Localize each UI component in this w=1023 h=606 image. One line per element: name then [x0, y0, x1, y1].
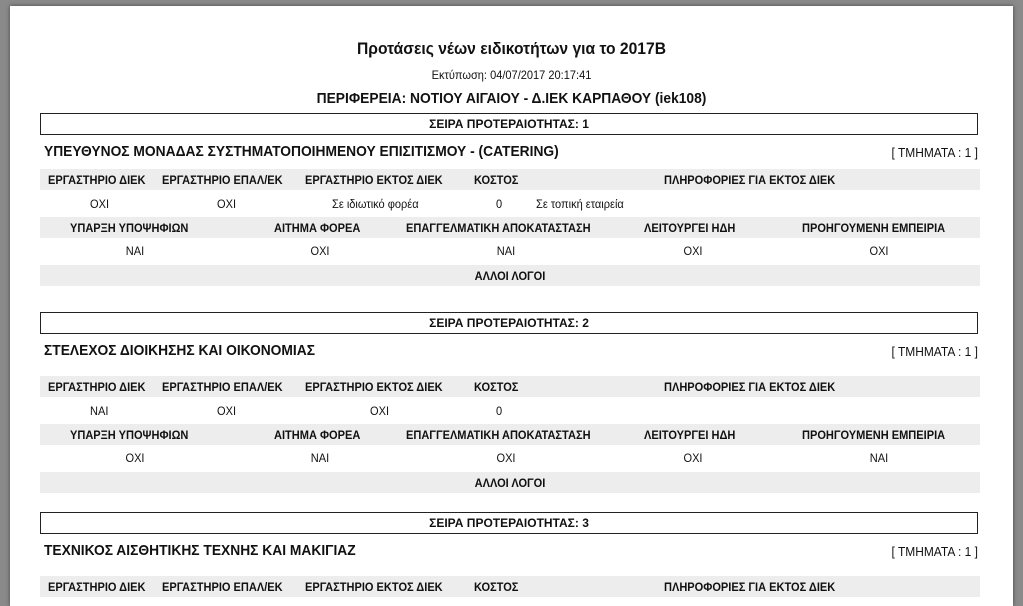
specialty-title: ΤΕΧΝΙΚΟΣ ΑΙΣΘΗΤΙΚΗΣ ΤΕΧΝΗΣ ΚΑΙ ΜΑΚΙΓΙΑΖ	[44, 542, 356, 559]
col-header-ergastirio-ektos: ΕΡΓΑΣΤΗΡΙΟ ΕΚΤΟΣ ΔΙΕΚ	[305, 380, 443, 394]
report-page	[10, 6, 1013, 606]
col-header-apokatastasi-wrap	[406, 219, 600, 236]
report-title: Προτάσεις νέων ειδικοτήτων για το 2017Β	[356, 39, 666, 58]
value-aitima: ΝΑΙ	[310, 451, 330, 465]
value-plirofories: Σε τοπική εταιρεία	[536, 197, 624, 211]
col-header-leitourgei: ΛΕΙΤΟΥΡΓΕΙ ΗΔΗ	[644, 428, 736, 442]
tmimata-count: [ ΤΜΗΜΑΤΑ : 1 ]	[891, 344, 978, 359]
value-yparxi: ΟΧΙ	[125, 451, 145, 465]
value-ergastirio-epal: ΟΧΙ	[217, 197, 237, 211]
col-header-aitima: ΑΙΤΗΜΑ ΦΟΡΕΑ	[274, 221, 361, 235]
priority-header: ΣΕΙΡΑ ΠΡΟΤΕΡΑΙΟΤΗΤΑΣ: 2	[40, 312, 978, 334]
region-heading: ΠΕΡΙΦΕΡΕΙΑ: ΝΟΤΙΟΥ ΑΙΓΑΙΟΥ - Δ.ΙΕΚ ΚΑΡΠΑΘΟΥ (iek108)	[316, 90, 707, 107]
priority-section-1	[40, 113, 980, 298]
priority-header: ΣΕΙΡΑ ΠΡΟΤΕΡΑΙΟΤΗΤΑΣ: 3	[40, 512, 978, 534]
col-header-aitima: ΑΙΤΗΜΑ ΦΟΡΕΑ	[274, 428, 361, 442]
print-timestamp: Εκτύπωση: 04/07/2017 20:17:41	[431, 68, 592, 82]
col-header-plirofories: ΠΛΗΡΟΦΟΡΙΕΣ ΓΙΑ ΕΚΤΟΣ ΔΙΕΚ	[664, 380, 836, 394]
col-header-ergastirio-ektos: ΕΡΓΑΣΤΗΡΙΟ ΕΚΤΟΣ ΔΙΕΚ	[305, 173, 443, 187]
col-header-kostos: ΚΟΣΤΟΣ	[474, 380, 519, 394]
specialty-title: ΣΤΕΛΕΧΟΣ ΔΙΟΙΚΗΣΗΣ ΚΑΙ ΟΙΚΟΝΟΜΙΑΣ	[44, 342, 315, 359]
col-header-plirofories: ΠΛΗΡΟΦΟΡΙΕΣ ΓΙΑ ΕΚΤΟΣ ΔΙΕΚ	[664, 173, 836, 187]
tmimata-count: [ ΤΜΗΜΑΤΑ : 1 ]	[891, 145, 978, 160]
col-header-apokatastasi-wrap	[406, 426, 600, 443]
col-header-leitourgei: ΛΕΙΤΟΥΡΓΕΙ ΗΔΗ	[644, 221, 736, 235]
tmimata-count: [ ΤΜΗΜΑΤΑ : 1 ]	[891, 544, 978, 559]
value-ergastirio-diek: ΝΑΙ	[90, 404, 109, 418]
col-header-ergastirio-diek: ΕΡΓΑΣΤΗΡΙΟ ΔΙΕΚ	[48, 580, 146, 594]
other-reasons-label: ΑΛΛΟΙ ΛΟΓΟΙ	[474, 269, 546, 283]
value-ergastirio-epal: ΟΧΙ	[217, 404, 237, 418]
value-apokatastasi: ΝΑΙ	[496, 244, 516, 258]
value-apokatastasi: ΟΧΙ	[496, 451, 516, 465]
value-leitourgei: ΟΧΙ	[683, 451, 703, 465]
value-ergastirio-ektos: Σε ιδιωτικό φορέα	[332, 197, 419, 211]
col-header-ergastirio-diek: ΕΡΓΑΣΤΗΡΙΟ ΔΙΕΚ	[48, 380, 146, 394]
col-header-kostos: ΚΟΣΤΟΣ	[474, 173, 519, 187]
value-empeiria: ΝΑΙ	[869, 451, 889, 465]
value-kostos: 0	[496, 404, 503, 418]
col-header-ergastirio-epal: ΕΡΓΑΣΤΗΡΙΟ ΕΠΑΛ/ΕΚ	[162, 173, 283, 187]
col-header-ergastirio-diek: ΕΡΓΑΣΤΗΡΙΟ ΔΙΕΚ	[48, 173, 146, 187]
value-aitima: ΟΧΙ	[310, 244, 330, 258]
value-ergastirio-ektos: ΟΧΙ	[370, 404, 390, 418]
col-header-kostos: ΚΟΣΤΟΣ	[474, 580, 519, 594]
col-header-yparxi: ΥΠΑΡΞΗ ΥΠΟΨΗΦΙΩΝ	[70, 428, 189, 442]
col-header-empeiria: ΠΡΟΗΓΟΥΜΕΝΗ ΕΜΠΕΙΡΙΑ	[802, 428, 946, 442]
col-header-ergastirio-epal: ΕΡΓΑΣΤΗΡΙΟ ΕΠΑΛ/ΕΚ	[162, 380, 283, 394]
col-header-ergastirio-epal: ΕΡΓΑΣΤΗΡΙΟ ΕΠΑΛ/ΕΚ	[162, 580, 283, 594]
col-header-apokatastasi: ΕΠΑΓΓΕΛΜΑΤΙΚΗ ΑΠΟΚΑΤΑΣΤΑΣΗ	[406, 221, 591, 235]
priority-section-2	[40, 312, 980, 497]
priority-section-3	[40, 512, 980, 606]
value-ergastirio-diek: ΟΧΙ	[90, 197, 110, 211]
value-yparxi: ΝΑΙ	[125, 244, 145, 258]
col-header-apokatastasi: ΕΠΑΓΓΕΛΜΑΤΙΚΗ ΑΠΟΚΑΤΑΣΤΑΣΗ	[406, 428, 591, 442]
col-header-empeiria: ΠΡΟΗΓΟΥΜΕΝΗ ΕΜΠΕΙΡΙΑ	[802, 221, 946, 235]
other-reasons-label: ΑΛΛΟΙ ΛΟΓΟΙ	[474, 476, 546, 490]
value-kostos: 0	[496, 197, 503, 211]
col-header-yparxi: ΥΠΑΡΞΗ ΥΠΟΨΗΦΙΩΝ	[70, 221, 189, 235]
priority-header: ΣΕΙΡΑ ΠΡΟΤΕΡΑΙΟΤΗΤΑΣ: 1	[40, 113, 978, 135]
col-header-plirofories: ΠΛΗΡΟΦΟΡΙΕΣ ΓΙΑ ΕΚΤΟΣ ΔΙΕΚ	[664, 580, 836, 594]
col-header-ergastirio-ektos: ΕΡΓΑΣΤΗΡΙΟ ΕΚΤΟΣ ΔΙΕΚ	[305, 580, 443, 594]
value-leitourgei: ΟΧΙ	[683, 244, 703, 258]
specialty-title: ΥΠΕΥΘΥΝΟΣ ΜΟΝΑΔΑΣ ΣΥΣΤΗΜΑΤΟΠΟΙΗΜΕΝΟΥ ΕΠΙΣΙΤΙΣΜΟΥ - (CATERING)	[44, 143, 559, 160]
value-empeiria: ΟΧΙ	[869, 244, 889, 258]
